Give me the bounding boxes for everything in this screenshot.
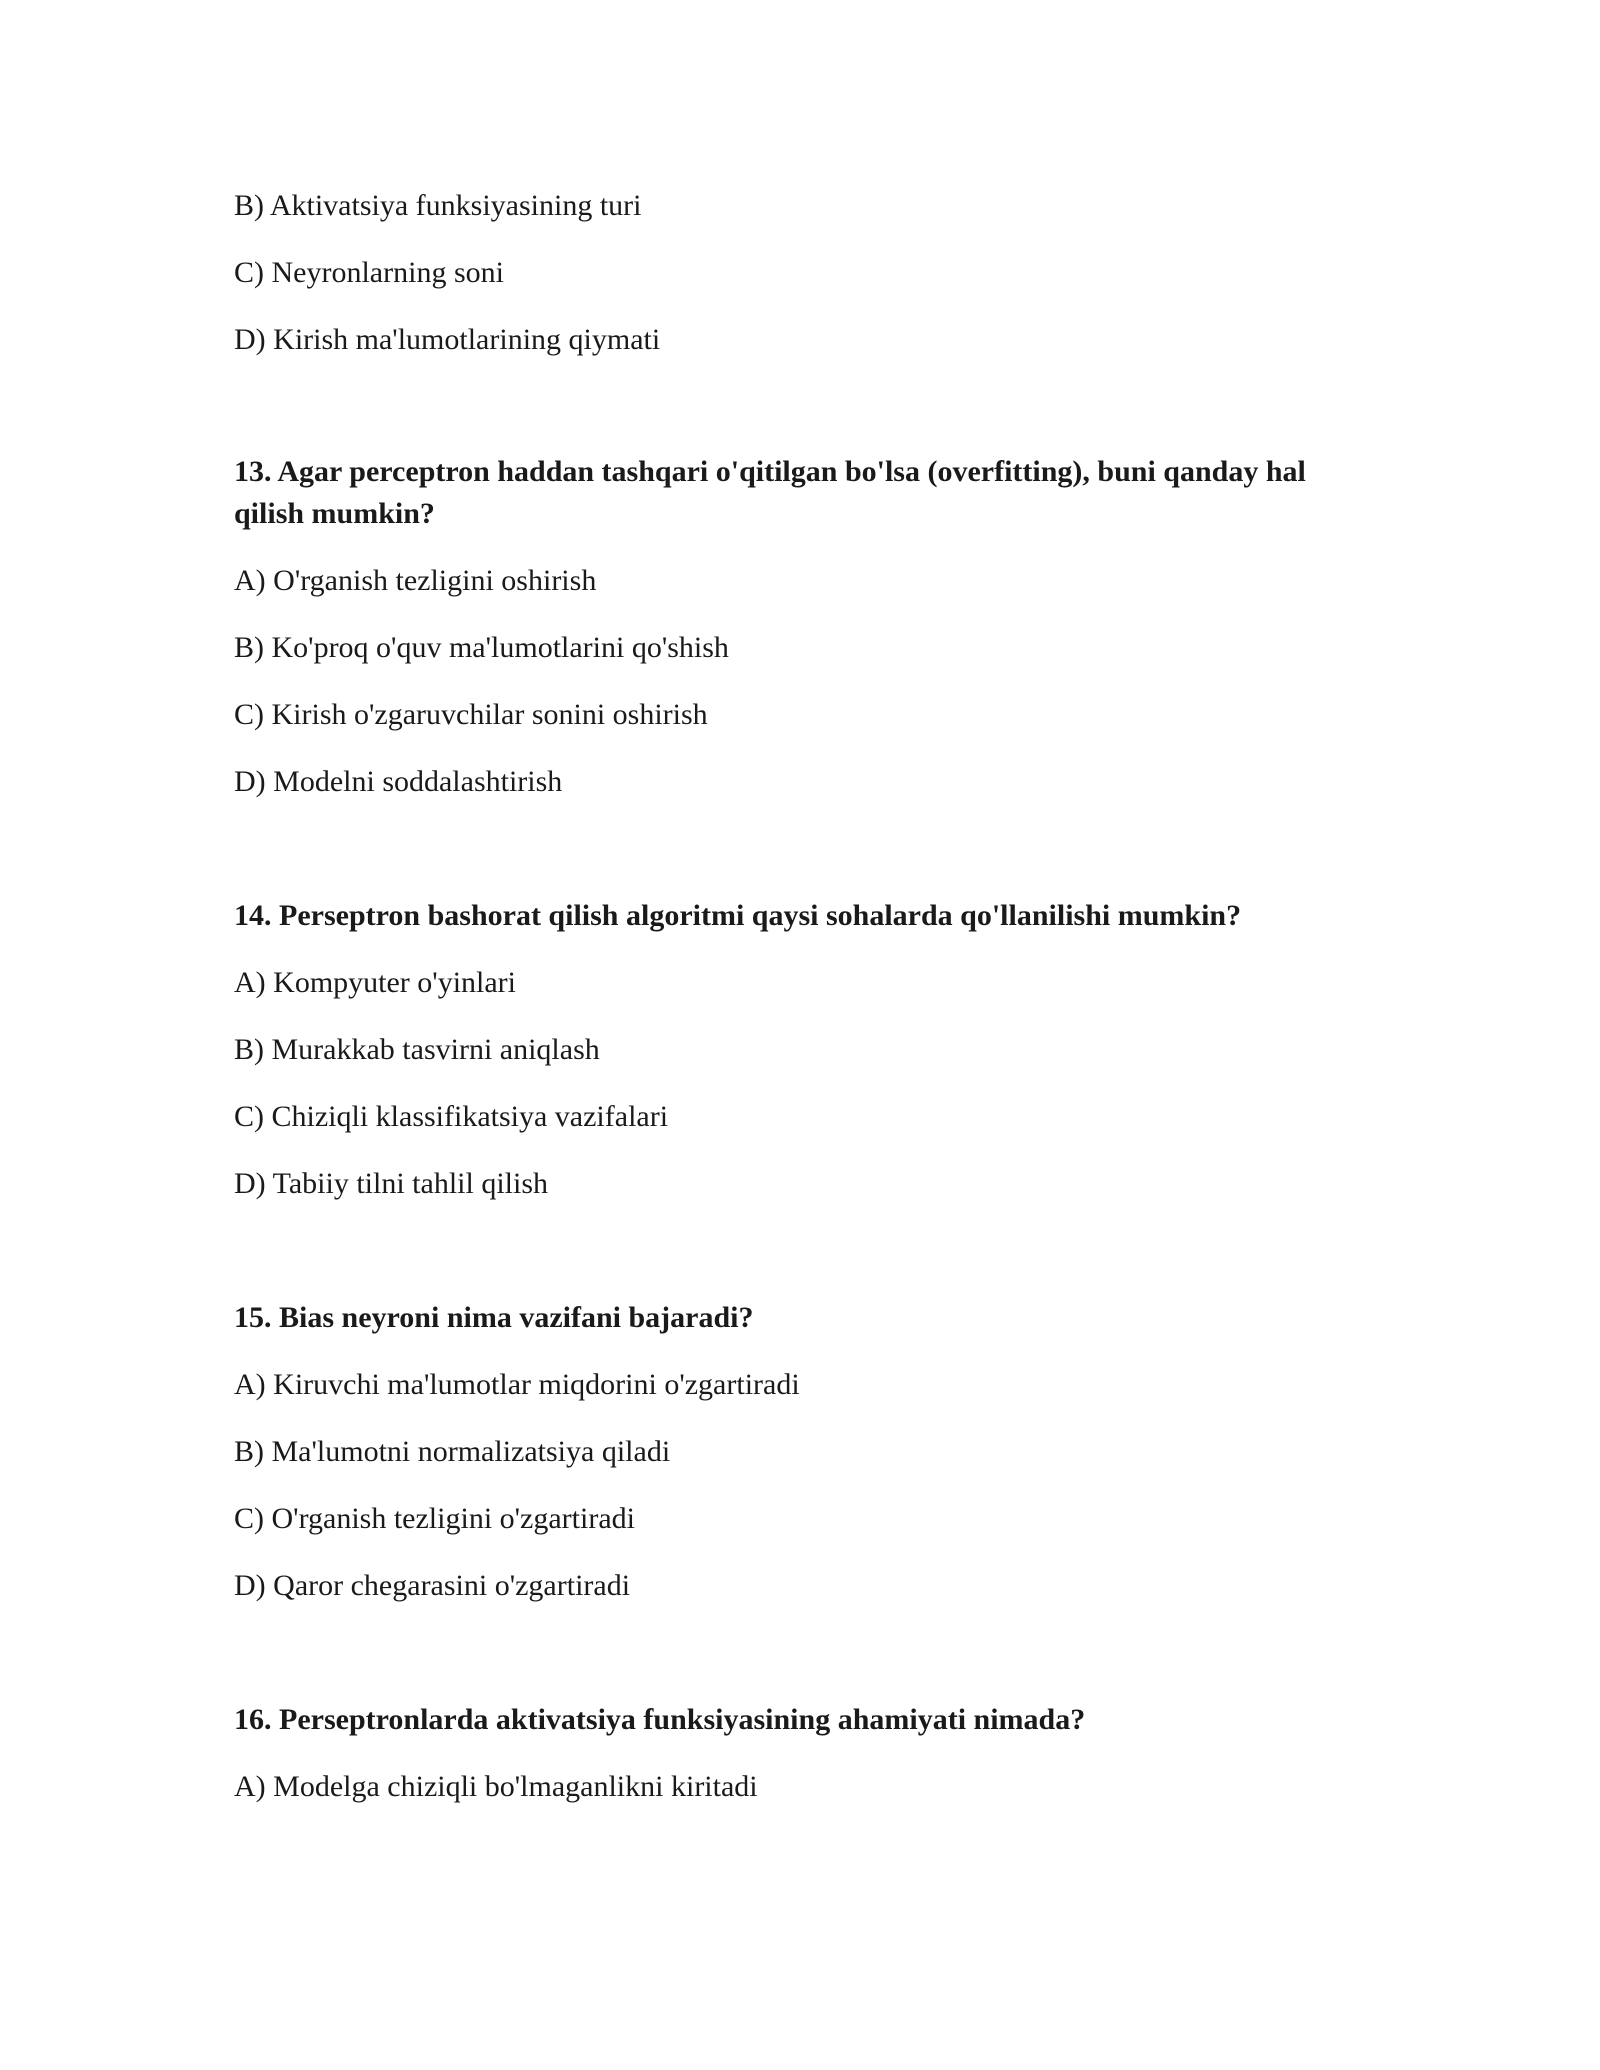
answer-option: B) Murakkab tasvirni aniqlash bbox=[234, 1033, 600, 1066]
question-16-title: 16. Perseptronlarda aktivatsiya funksiyasining ahamiyati nimada? bbox=[234, 1703, 1086, 1736]
answer-option: A) Kompyuter o'yinlari bbox=[234, 966, 517, 999]
answer-option: D) Qaror chegarasini o'zgartiradi bbox=[234, 1569, 631, 1602]
answer-option: A) Kiruvchi ma'lumotlar miqdorini o'zgartiradi bbox=[234, 1368, 800, 1401]
answer-option: C) Chiziqli klassifikatsiya vazifalari bbox=[234, 1100, 669, 1133]
answer-option: A) O'rganish tezligini oshirish bbox=[234, 564, 597, 597]
answer-option: D) Modelni soddalashtirish bbox=[234, 765, 563, 798]
answer-option: A) Modelga chiziqli bo'lmaganlikni kiritadi bbox=[234, 1770, 758, 1803]
answer-option: D) Tabiiy tilni tahlil qilish bbox=[234, 1167, 549, 1200]
answer-option: B) Ma'lumotni normalizatsiya qiladi bbox=[234, 1435, 671, 1468]
answer-option: C) O'rganish tezligini o'zgartiradi bbox=[234, 1502, 635, 1535]
answer-option: C) Neyronlarning soni bbox=[234, 256, 504, 289]
question-15-title: 15. Bias neyroni nima vazifani bajaradi? bbox=[234, 1301, 754, 1334]
question-14-title: 14. Perseptron bashorat qilish algoritmi qaysi sohalarda qo'llanilishi mumkin? bbox=[234, 899, 1242, 932]
answer-option: B) Ko'proq o'quv ma'lumotlarini qo'shish bbox=[234, 631, 729, 664]
answer-option: B) Aktivatsiya funksiyasining turi bbox=[234, 189, 642, 222]
answer-option: C) Kirish o'zgaruvchilar sonini oshirish bbox=[234, 698, 708, 731]
answer-option: D) Kirish ma'lumotlarining qiymati bbox=[234, 323, 661, 356]
question-13-title: 13. Agar perceptron haddan tashqari o'qitilgan bo'lsa (overfitting), buni qanday hal qilish mumkin? bbox=[234, 455, 1306, 530]
